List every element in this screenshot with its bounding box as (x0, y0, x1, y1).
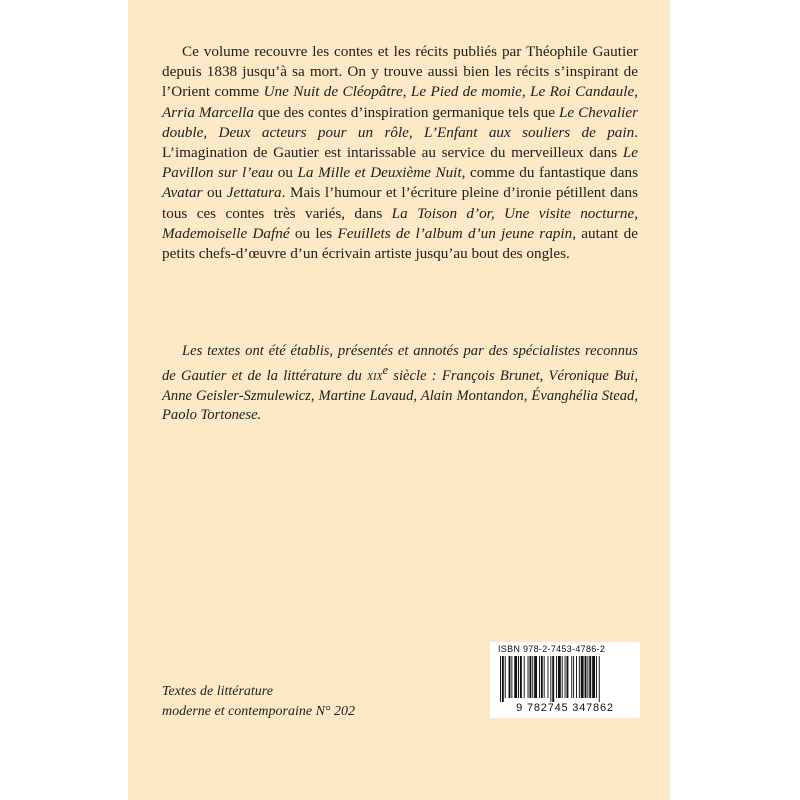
isbn-digits: 9 782745 347862 (516, 702, 614, 714)
barcode-bar (541, 656, 543, 698)
barcode-bar (589, 656, 591, 698)
barcode-bar (558, 656, 561, 698)
century-superscript: e (382, 363, 388, 378)
credits-after: siècle : François Brunet, Véronique Bui, Anne Geisler-Szmulewicz, Martine Lavaud, Alain Montandon, Évanghélia Stead, Paolo Tortonese. (162, 368, 638, 424)
credits-paragraph (162, 342, 638, 426)
barcode-icon (500, 656, 630, 702)
synopsis-run: , autant de petits chefs-d’œuvre d’un écrivain artiste jusqu’au bout des ongles. (162, 224, 639, 263)
credits-before: Les textes ont été établis, présentés et annotés par des spécialistes reconnus de Gautier et de la littérature du (162, 343, 638, 385)
barcode-bar (562, 656, 563, 698)
barcode-bar (567, 656, 569, 698)
title-reference: La Mille et Deuxième Nuit (297, 164, 462, 182)
series-line-1: Textes de littérature (162, 684, 273, 699)
barcode-bar (520, 656, 522, 698)
barcode-bar (579, 656, 580, 698)
synopsis-run: . L’imagination de Gautier est intarissable au service du merveilleux dans (162, 123, 638, 162)
barcode-bar (581, 656, 584, 698)
barcode-bar (548, 656, 549, 698)
barcode-bar (550, 656, 551, 702)
title-reference: Jettatura (226, 184, 282, 202)
barcode-bar (532, 656, 533, 698)
barcode-bar (539, 656, 540, 698)
title-reference: Une Nuit de Cléopâtre, Le Pied de momie, Le Roi Candaule, Arria Marcella (162, 83, 638, 121)
barcode-bar (511, 656, 512, 698)
synopsis-paragraph (162, 42, 638, 264)
barcode-bar (596, 656, 597, 698)
barcode-bar (529, 656, 531, 698)
barcode-bar (556, 656, 557, 698)
barcode-bar (599, 656, 600, 702)
synopsis-run: , comme du fantastique dans (461, 164, 639, 182)
barcode-bar (571, 656, 572, 698)
barcode-bar (573, 656, 574, 698)
barcode-bar (592, 656, 595, 698)
series-line-2: moderne et contemporaine N° 202 (162, 704, 356, 719)
barcode-bar (505, 656, 506, 698)
barcode-bar (514, 656, 517, 698)
title-reference: Le Chevalier double, Deux acteurs pour un rôle, L’Enfant aux souliers de pain (162, 103, 638, 141)
barcode-bar (552, 656, 554, 702)
barcode-bar (565, 656, 566, 698)
barcode-bar (585, 656, 587, 698)
barcode-bar (518, 656, 519, 698)
barcode-bar (528, 656, 529, 698)
barcode-bar (509, 656, 511, 698)
title-reference: Avatar (162, 184, 203, 202)
barcode-bar (587, 656, 588, 698)
century-numeral: XIX (367, 372, 383, 384)
synopsis-run: . Mais l’humour et l’écriture pleine d’ironie pétillent dans tous ces contes très variés, dans (162, 184, 638, 222)
editors-credits (162, 342, 638, 426)
title-reference: La Toison d’or, Une visite nocturne, Mademoiselle Dafné (162, 204, 638, 242)
synopsis-run: Ce volume recouvre les contes et les récits publiés par Théophile Gautier depuis 1838 jusqu’à sa mort. On y trouve aussi bien les récits s’inspirant de l’Orient comme (162, 43, 638, 101)
synopsis-run: que des contes d’inspiration germanique tels que (253, 103, 559, 121)
series-info (162, 682, 422, 722)
synopsis-run: ou (273, 164, 298, 182)
synopsis-text (162, 42, 638, 264)
isbn-barcode-box (490, 642, 640, 718)
barcode-bar (576, 656, 577, 698)
barcode-bar (524, 656, 525, 698)
barcode-bar (500, 656, 501, 702)
title-reference: Feuillets de l’album d’un jeune rapin (337, 224, 573, 242)
barcode-bar (534, 656, 537, 698)
isbn-label: ISBN 978-2-7453-4786-2 (498, 644, 606, 654)
synopsis-run: ou (202, 184, 227, 202)
barcode-bar (502, 656, 504, 702)
back-cover (128, 0, 670, 800)
barcode-bar (544, 656, 545, 698)
title-reference: Le Pavillon sur l’eau (162, 144, 638, 182)
synopsis-run: ou les (289, 224, 338, 242)
